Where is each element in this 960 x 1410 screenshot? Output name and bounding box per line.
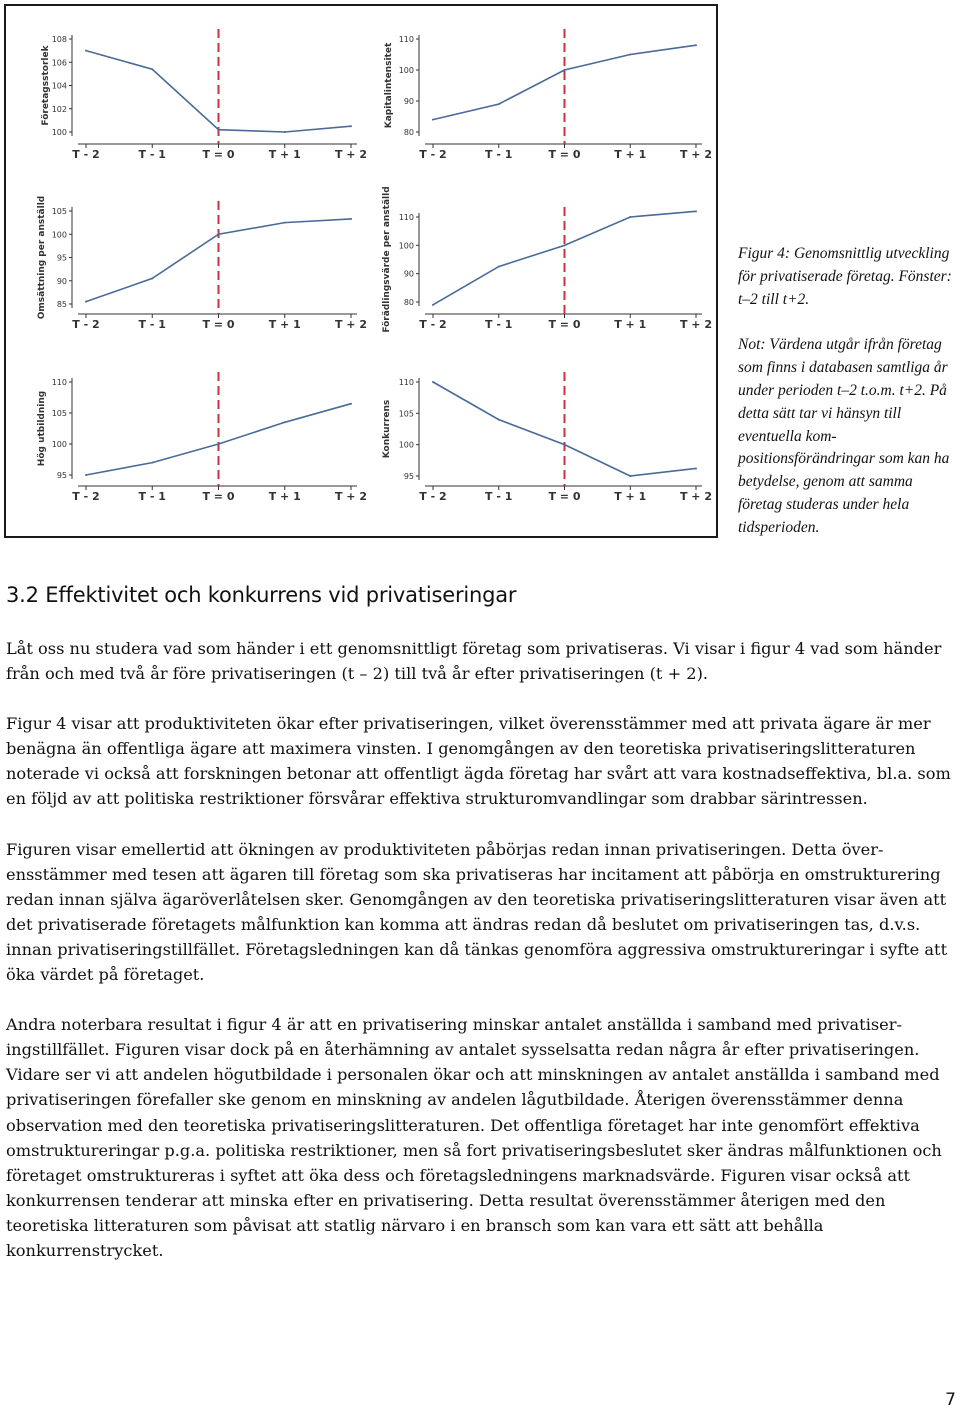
- caption-title: Figur 4: Genomsnittlig utveckling för privatiserade företag. Fönster: t–2 till t+2.: [738, 245, 952, 308]
- chart-6-y-tick-label: 105: [398, 409, 414, 419]
- chart-6-x-tick-label: T - 1: [485, 490, 513, 503]
- chart-2-point: [629, 54, 631, 56]
- chart-3-y-tick-label: 85: [56, 300, 67, 309]
- chart-3-point: [218, 233, 220, 235]
- chart-4-y-tick-label: 100: [398, 241, 414, 251]
- chart-3-y-tick-label: 95: [56, 253, 67, 263]
- chart-1-point: [284, 131, 286, 133]
- paragraph-3: Figuren visar emellertid att ökningen av produktiviteten påbörjas redan innan privatiseringen. Detta överensstämmer med tesen att ägaren till företag som ska privatiseras har incitament att påbörja en omstrukturering redan innan själva ägaröverlåtelsen sker. Genomgången av den teoretiska privatiseringslitteraturen visar även att det privatiserade företagets målfunktion kan komma att ändras redan då beslutet om privatiseringen tas, d.v.s. innan privatiseringstillfället. Företagsledningen kan då tänkas genomföra aggressiva omstruktureringar i syfte att öka värdet på företaget.: [6, 839, 948, 985]
- chart-2-series-line: [433, 45, 696, 119]
- chart-2-x-tick-label: T + 2: [679, 148, 713, 161]
- chart-6-x-tick-label: T - 2: [419, 490, 447, 503]
- chart-1-point: [350, 125, 352, 127]
- paragraph-1: Låt oss nu studera vad som händer i ett genomsnittligt företag som privatiseras. Vi visar i figur 4 vad som händer från och med två år före privatiseringen (t – 2) till två år efter privatiseringen (t + 2).: [6, 639, 942, 684]
- chart-3-x-tick-label: T + 2: [334, 318, 368, 331]
- chart-4-point: [564, 244, 566, 246]
- chart-4-point: [695, 210, 697, 212]
- chart-4-point: [432, 304, 434, 306]
- chart-4-x-tick-label: T - 1: [485, 318, 513, 331]
- chart-5-y-tick-label: 105: [51, 409, 67, 418]
- chart-1-y-tick-label: 102: [51, 104, 67, 114]
- chart-3-x-tick-label: T + 1: [268, 318, 301, 331]
- chart-2-x-tick-label: T + 1: [614, 148, 647, 161]
- chart-4-point: [629, 216, 631, 218]
- chart-5-x-tick-label: T - 2: [72, 490, 100, 503]
- figure-4-charts: [6, 6, 720, 540]
- page-number: 7: [945, 1390, 956, 1410]
- chart-3-y-axis-title: Omsättning per anställd: [37, 195, 47, 320]
- chart-1-point: [151, 68, 153, 70]
- chart-5-y-tick-label: 100: [51, 440, 67, 449]
- chart-6-y-axis-title: Konkurrens: [382, 399, 392, 459]
- chart-2-y-tick-label: 110: [398, 35, 414, 44]
- chart-5-point: [218, 443, 220, 445]
- chart-2-point: [498, 103, 500, 105]
- chart-4-x-tick-label: T = 0: [548, 318, 581, 331]
- chart-2-y-tick-label: 100: [398, 66, 414, 75]
- figure-caption: [738, 243, 958, 540]
- chart-3-point: [85, 301, 87, 303]
- chart-6-y-tick-label: 95: [403, 472, 414, 481]
- chart-3-x-tick-label: T - 2: [72, 318, 100, 331]
- chart-3-y-tick-label: 100: [51, 230, 67, 240]
- chart-3-point: [151, 277, 153, 279]
- chart-4-x-tick-label: T + 2: [679, 318, 713, 331]
- chart-2-x-tick-label: T - 1: [485, 148, 513, 161]
- chart-4-y-tick-label: 110: [398, 213, 414, 222]
- chart-1-x-tick-label: T + 2: [334, 148, 368, 161]
- chart-6-point: [629, 475, 631, 477]
- chart-2-x-tick-label: T = 0: [548, 148, 581, 161]
- chart-1-y-tick-label: 108: [51, 35, 67, 44]
- chart-5-point: [85, 474, 87, 476]
- chart-1-x-tick-label: T + 1: [268, 148, 301, 161]
- chart-4-point: [498, 266, 500, 268]
- chart-3-point: [284, 222, 286, 224]
- chart-6-y-tick-label: 100: [398, 440, 414, 450]
- chart-2-point: [432, 119, 434, 121]
- chart-1-y-tick-label: 106: [51, 58, 67, 68]
- chart-4-y-tick-label: 90: [403, 269, 414, 279]
- chart-5-x-tick-label: T = 0: [202, 490, 235, 503]
- chart-3-point: [350, 218, 352, 220]
- chart-6-point: [432, 381, 434, 383]
- chart-4-y-tick-label: 80: [403, 298, 414, 307]
- chart-1-point: [85, 50, 87, 52]
- chart-1-y-axis-title: Företagsstorlek: [41, 45, 51, 126]
- chart-1-y-tick-label: 104: [51, 81, 67, 91]
- chart-5-y-tick-label: 110: [51, 378, 67, 387]
- chart-5-x-tick-label: T + 1: [268, 490, 301, 503]
- chart-1-x-tick-label: T - 2: [72, 148, 100, 161]
- chart-4-x-tick-label: T - 2: [419, 318, 447, 331]
- chart-6-x-tick-label: T + 2: [679, 490, 713, 503]
- chart-6-x-tick-label: T = 0: [548, 490, 581, 503]
- chart-6-point: [695, 467, 697, 469]
- chart-5-x-tick-label: T + 2: [334, 490, 368, 503]
- body-text: [6, 636, 954, 1288]
- chart-2-point: [695, 44, 697, 46]
- figure-4: [4, 4, 718, 538]
- chart-6-x-tick-label: T + 1: [614, 490, 647, 503]
- chart-2-y-tick-label: 80: [403, 128, 414, 137]
- paragraph-4: Andra noterbara resultat i figur 4 är att en privatisering minskar antalet anställda i samband med privatiseringstillfället. Figuren visar dock på en återhämning av antalet sysselsatta redan några år efter privatiseringen. Vidare ser vi att andelen högutbildade i personalen ökar och att minskningen av antalet anställda i samband med privatiseringen förefaller ske genom en minskning av andelen lågutbildade. Återigen överensstämmer denna observation med den teoretiska privatiseringslitteraturen. Det offentliga företaget har inte genomfört effektiva omstruktureringar p.g.a. politiska restriktioner, men så fort privatiseringsbeslutet sker ändras målfunktionen och företaget omstruktureras i syftet att öka dess och företagsledningens marknadsvärde. Figuren visar också att konkurrensen tenderar att minska efter en privatisering. Detta resultat överensstämmer återigen med den teoretiska litteraturen som påvisat att statlig närvaro i en bransch som kan vara ett sätt att behålla konkurrenstrycket.: [6, 1015, 942, 1260]
- chart-1-x-tick-label: T - 1: [138, 148, 166, 161]
- paragraph-2: Figur 4 visar att produktiviteten ökar efter privatiseringen, vilket överensstämmer med att privata ägare är mer benägna än offentliga ägare att maximera vinsten. I genomgången av den teoretiska privatiseringslitteraturen noterade vi också att forskningen betonar att offentligt ägda företag har svårt att vara kostnadseffektiva, bl.a. som en följd av att politiska restriktioner försvårar effektiva strukturomvandlingar som drabbar särintressen.: [6, 714, 951, 809]
- chart-1-x-tick-label: T = 0: [202, 148, 235, 161]
- chart-2-y-tick-label: 90: [403, 97, 414, 106]
- section-title: 3.2 Effektivitet och konkurrens vid privatiseringar: [6, 583, 517, 607]
- chart-3-x-tick-label: T = 0: [202, 318, 235, 331]
- chart-5-point: [284, 421, 286, 423]
- chart-2-point: [564, 69, 566, 71]
- chart-5-point: [350, 403, 352, 405]
- chart-6-point: [564, 444, 566, 446]
- chart-1-point: [218, 129, 220, 131]
- chart-2-y-axis-title: Kapitalintensitet: [384, 42, 394, 129]
- chart-3-y-tick-label: 90: [56, 276, 67, 286]
- chart-3-x-tick-label: T - 1: [138, 318, 166, 331]
- caption-note: Not: Värdena utgår ifrån företag som finns i databasen samtliga år under perioden t–2 t.o.m. t+2. På detta sätt tar vi hänsyn till eventuella kompositionsförändringar som kan ha betydelse, genom att samma företag studeras under hela tidsperioden.: [738, 336, 950, 536]
- chart-2-x-tick-label: T - 2: [419, 148, 447, 161]
- chart-5-point: [151, 462, 153, 464]
- chart-5-y-tick-label: 95: [56, 471, 67, 480]
- chart-4-x-tick-label: T + 1: [614, 318, 647, 331]
- chart-3-y-tick-label: 105: [51, 207, 67, 216]
- chart-5-y-axis-title: Hög utbildning: [37, 390, 47, 467]
- chart-4-y-axis-title: Förädlingsvärde per anställd: [382, 186, 392, 333]
- chart-6-y-tick-label: 110: [398, 378, 414, 387]
- chart-6-point: [498, 419, 500, 421]
- chart-1-y-tick-label: 100: [51, 128, 67, 137]
- chart-5-x-tick-label: T - 1: [138, 490, 166, 503]
